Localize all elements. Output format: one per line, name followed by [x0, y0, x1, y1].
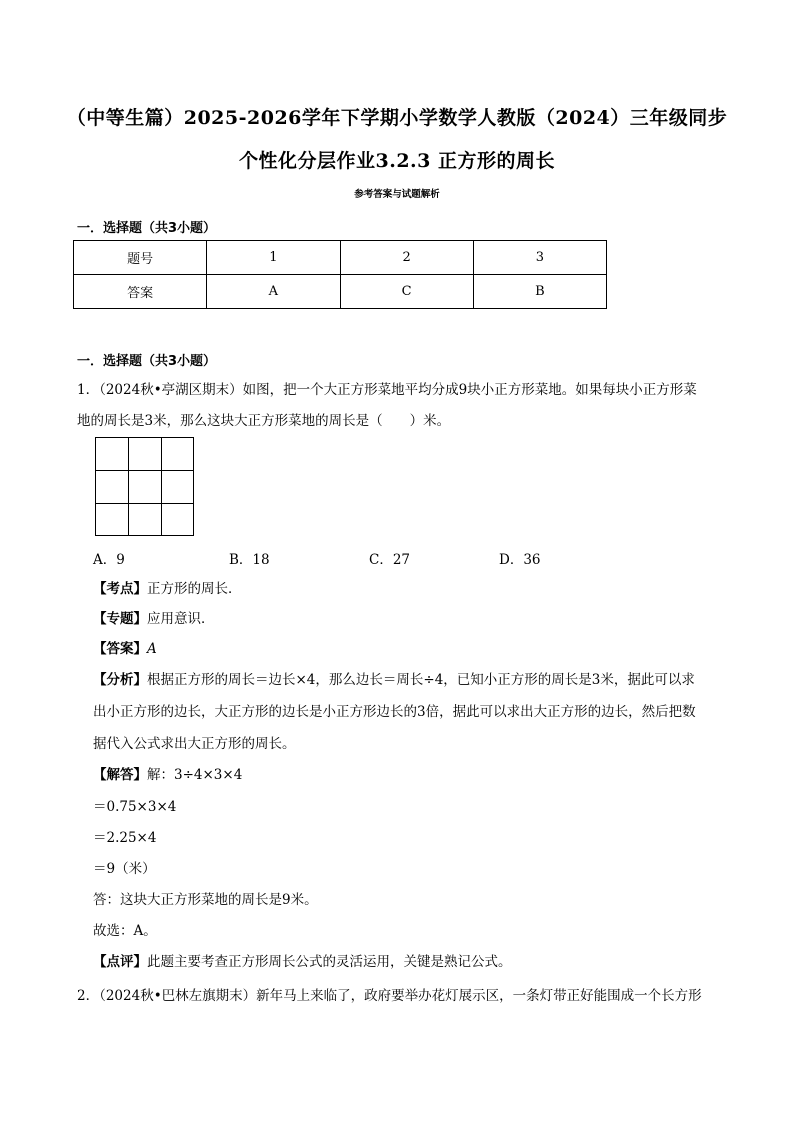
answer-table — [73, 240, 607, 309]
jieda-tag: 【解答】 — [93, 767, 147, 783]
table-row — [74, 241, 607, 275]
jieda-line-5: 答：这块大正方形菜地的周长是9米。 — [93, 892, 318, 908]
jieda-text-1: 解：3÷4×3×4 — [147, 767, 243, 783]
table-cell: B — [473, 275, 606, 309]
fenxi-tag: 【分析】 — [93, 672, 147, 688]
option-c: C．27 — [369, 552, 411, 568]
table-cell: A — [207, 275, 340, 309]
table-cell: 3 — [473, 241, 606, 275]
table-cell: 2 — [340, 241, 473, 275]
zhuanti-tag: 【专题】 — [93, 611, 147, 627]
dianping-tag: 【点评】 — [93, 954, 147, 970]
jieda-line-1 — [93, 765, 738, 785]
jieda-line-3: ＝2.25×4 — [93, 830, 157, 846]
dianping-line — [93, 952, 738, 972]
square-grid-figure — [95, 437, 194, 536]
kaodian-tag: 【考点】 — [93, 581, 147, 597]
fenxi-line-3: 据代入公式求出大正方形的周长。 — [93, 736, 296, 752]
question-1-text-line-1: 1．（2024秋•亭湖区期末）如图，把一个大正方形菜地平均分成9块小正方形菜地。如果每块小正方形菜 — [77, 382, 697, 398]
zhuanti-line — [93, 609, 738, 629]
zhuanti-text: 应用意识． — [147, 611, 215, 627]
fenxi-line-1 — [93, 670, 738, 690]
table-row — [74, 275, 607, 309]
daan-tag: 【答案】 — [93, 641, 147, 657]
fenxi-text-1: 根据正方形的周长＝边长×4，那么边长＝周长÷4，已知小正方形的周长是3米，据此可以求 — [147, 672, 695, 688]
jieda-line-4: ＝9（米） — [93, 861, 156, 877]
daan-text: A — [147, 641, 157, 657]
jieda-line-6: 故选：A。 — [93, 923, 157, 939]
option-d: D．36 — [499, 552, 541, 568]
kaodian-text: 正方形的周长． — [147, 581, 242, 597]
daan-line — [93, 639, 738, 659]
document-title-line-1: （中等生篇）2025-2026学年下学期小学数学人教版（2024）三年级同步 — [66, 107, 728, 129]
jieda-line-2: ＝0.75×3×4 — [93, 799, 177, 815]
document-title-line-2: 个性化分层作业3.2.3 正方形的周长 — [238, 150, 555, 172]
fenxi-line-2: 出小正方形的边长，大正方形的边长是小正方形边长的3倍，据此可以求出大正方形的边长，然后把数 — [93, 704, 696, 720]
question-2-text-line-1: 2．（2024秋•巴林左旗期末）新年马上来临了，政府要举办花灯展示区，一条灯带正好能围成一个长方形 — [77, 988, 702, 1004]
table-cell: C — [340, 275, 473, 309]
option-a: A．9 — [93, 552, 125, 568]
table-cell: 题号 — [74, 241, 207, 275]
document-subtitle: 参考答案与试题解析 — [354, 189, 440, 200]
question-1-text-line-2: 地的周长是3米，那么这块大正方形菜地的周长是（ ）米。 — [77, 413, 451, 429]
table-cell: 答案 — [74, 275, 207, 309]
kaodian-line — [93, 579, 738, 599]
option-b: B．18 — [229, 552, 270, 568]
dianping-text: 此题主要考查正方形周长公式的灵活运用，关键是熟记公式。 — [147, 954, 512, 970]
table-cell: 1 — [207, 241, 340, 275]
solutions-section-heading: 一．选择题（共3小题） — [77, 354, 217, 369]
answer-section-heading: 一．选择题（共3小题） — [77, 221, 217, 236]
